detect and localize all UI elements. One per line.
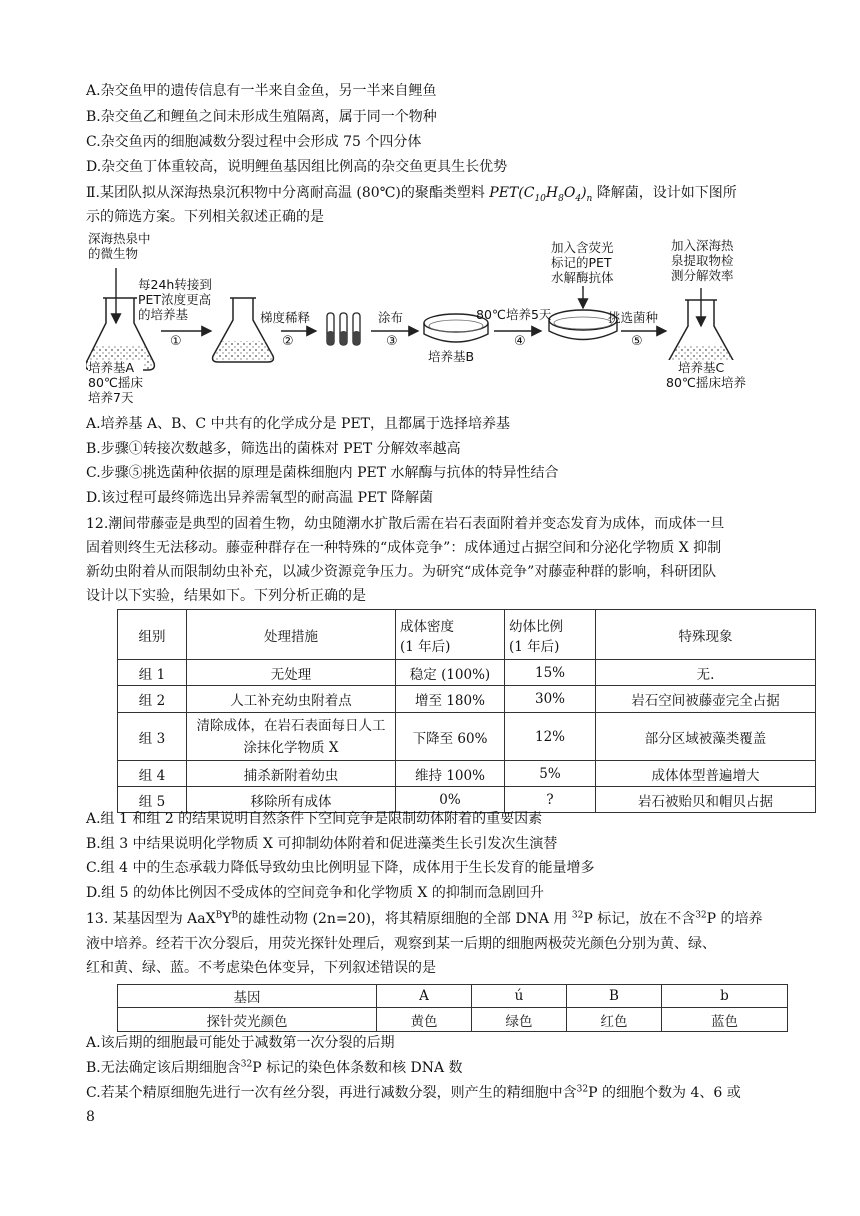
option-text: B.无法确定该后期细胞含: [86, 1060, 241, 1076]
table-cell: 稳定 (100%): [396, 660, 505, 686]
step1-label: [138, 277, 212, 322]
q11-option-d: D.杂交鱼丁体重较高，说明鲤鱼基因组比例高的杂交鱼更具生长优势: [86, 159, 508, 175]
detect-label-line: 测分解效率: [671, 268, 734, 283]
step3-label: 涂布: [378, 310, 404, 325]
flask-c-label: [666, 360, 746, 390]
superscript: B: [231, 910, 239, 921]
option-text: P 标记的染色体条数和核 DNA 数: [252, 1060, 463, 1076]
table-cell: 增至 180%: [396, 686, 505, 713]
table-row: [118, 761, 816, 787]
table-cell: 岩石被贻贝和帽贝占据: [596, 787, 816, 813]
step2-label: 梯度稀释: [260, 310, 311, 325]
table-header-row: [118, 610, 816, 660]
table-cell: b: [662, 985, 788, 1008]
header-text: 成体密度: [400, 618, 454, 635]
q12-stem-line4: 设计以下实验，结果如下。下列分析正确的是: [86, 588, 366, 604]
table-cell: 黄色: [377, 1008, 472, 1032]
table-cell: 绿色: [472, 1008, 567, 1032]
superscript: 32: [695, 910, 707, 921]
pet-formula-text: PET(C: [489, 185, 535, 201]
table-cell: 人工补充幼虫附着点: [187, 686, 396, 713]
stem-text: 的雄性动物 (2n=20)，将其精原细胞的全部 DNA 用: [238, 911, 572, 927]
q11-option-b: B.杂交鱼乙和鲤鱼之间未形成生殖隔离，属于同一个物种: [86, 109, 437, 125]
table-cell: 捕杀新附着幼虫: [187, 761, 396, 787]
step4-label: 80℃培养5天: [476, 307, 552, 322]
header-text: 幼体比例: [509, 618, 563, 635]
table-cell: 15%: [505, 660, 596, 686]
stem-text: P 的培养: [706, 911, 763, 927]
stem-text: 13. 某基因型为 AaX: [86, 911, 216, 927]
q12-stem-line2: 固着则终生无法移动。藤壶种群存在一种特殊的“成体竞争”：成体通过占据空间和分泌化学物质 X 抑制: [86, 540, 722, 556]
table-row: [118, 686, 816, 713]
test-tubes: [327, 313, 360, 345]
stem-text: Y: [222, 911, 232, 927]
q11p2-option-c: C.步骤⑤挑选菌种依据的原理是菌株细胞内 PET 水解酶与抗体的特异性结合: [86, 465, 559, 481]
step1-label-line: PET浓度更高: [138, 292, 212, 307]
table-cell: 无处理: [187, 660, 396, 686]
table-row: [118, 713, 816, 761]
step2-number: ②: [282, 334, 294, 349]
stem-text: 降解菌，设计如下图所: [596, 185, 737, 201]
table-row: [118, 787, 816, 813]
header-text: (1 年后): [509, 638, 560, 655]
step1-label-line: 的培养基: [138, 307, 189, 322]
detect-label: [671, 238, 734, 283]
table-row: [118, 985, 788, 1008]
header-cell: [505, 610, 596, 660]
q12-option-b: B.组 3 中结果说明化学物质 X 可抑制幼体附着和促进藻类生长引发次生演替: [86, 836, 558, 852]
table-cell: 0%: [396, 787, 505, 813]
option-text: C.若某个精原细胞先进行一次有丝分裂，再进行减数分裂，则产生的精细胞中含: [86, 1085, 577, 1101]
superscript: 32: [576, 1084, 589, 1095]
q13-option-b: [86, 1059, 463, 1077]
table-cell: 无.: [596, 660, 816, 686]
table-cell: ?: [505, 787, 596, 813]
table-cell: 组 1: [118, 660, 187, 686]
header-cell: 特殊现象: [596, 610, 816, 660]
table-cell: 维持 100%: [396, 761, 505, 787]
q13-stem-line3: 红和黄、绿、蓝。不考虑染色体变异，下列叙述错误的是: [86, 960, 436, 976]
q11-part2-stem-line2: 示的筛选方案。下列相关叙述正确的是: [86, 209, 324, 225]
table-cell: 岩石空间被藤壶完全占据: [596, 686, 816, 713]
detect-label-line: 泉提取物检: [671, 253, 734, 268]
step3-number: ③: [386, 334, 398, 349]
flask-a-label-line: 培养7天: [88, 390, 134, 405]
antibody-label-line: 水解酶抗体: [551, 270, 614, 285]
table-cell: 5%: [505, 761, 596, 787]
table-cell: 组 5: [118, 787, 187, 813]
q11p2-option-a: A.培养基 A、B、C 中共有的化学成分是 PET，且都属于选择培养基: [86, 416, 510, 432]
header-cell: 处理措施: [187, 610, 396, 660]
table-cell: 成体体型普遍增大: [596, 761, 816, 787]
stem-text: Ⅱ.某团队拟从深海热泉沉积物中分离耐高温 (80℃)的聚酯类塑料: [86, 185, 485, 201]
step5-number: ⑤: [631, 334, 643, 349]
q12-stem-line3: 新幼虫附着从而限制幼虫补充，以减少资源竞争压力。为研究“成体竞争”对藤壶种群的影响，科研团队: [86, 564, 717, 580]
superscript: B: [215, 910, 223, 921]
table-cell: 移除所有成体: [187, 787, 396, 813]
q11-option-a: A.杂交鱼甲的遗传信息有一半来自金鱼，另一半来自鲤鱼: [86, 83, 437, 99]
table-row: [118, 1008, 788, 1032]
table-cell: 组 2: [118, 686, 187, 713]
step5-label: 挑选菌种: [608, 310, 659, 325]
table-cell: 探针荧光颜色: [118, 1008, 377, 1032]
source-label-line: 深海热泉中: [88, 231, 151, 246]
q12-option-c: C.组 4 中的生态承载力降低导致幼虫比例明显下降，成体用于生长发育的能量增多: [86, 860, 595, 876]
antibody-label-line: 标记的PET: [551, 255, 612, 270]
header-cell: 组别: [118, 610, 187, 660]
flask-transfer: [213, 298, 274, 362]
step1-number: ①: [170, 334, 182, 349]
q12-option-d: D.组 5 的幼体比例因不受成体的空间竞争和化学物质 X 的抑制而急剧回升: [86, 885, 544, 901]
flask-a-label-line: 80℃摇床: [88, 375, 143, 390]
table-cell: 下降至 60%: [396, 713, 505, 761]
q11p2-option-b: B.步骤①转接次数越多，筛选出的菌株对 PET 分解效率越高: [86, 441, 461, 457]
option-text: P 的细胞个数为 4、6 或: [588, 1085, 741, 1101]
q13-probe-table: [117, 984, 788, 1032]
detect-label-line: 加入深海热: [671, 238, 734, 253]
plate-b-label: 培养基B: [428, 349, 475, 364]
table-cell: B: [567, 985, 662, 1008]
table-cell: 部分区域被藻类覆盖: [596, 713, 816, 761]
stem-text: P 标记，放在不含: [583, 911, 696, 927]
antibody-label: [551, 240, 614, 285]
q13-option-a: A.该后期的细胞最可能处于减数第一次分裂的后期: [86, 1035, 395, 1051]
table-cell: 蓝色: [662, 1008, 788, 1032]
table-cell: 30%: [505, 686, 596, 713]
q11p2-option-d: D.该过程可最终筛选出异养需氧型的耐高温 PET 降解菌: [86, 490, 434, 506]
plate-antibody: [549, 310, 617, 340]
table-cell: 清除成体，在岩石表面每日人工涂抹化学物质 X: [187, 713, 396, 761]
table-cell: 红色: [567, 1008, 662, 1032]
step4-number: ④: [514, 334, 526, 349]
table-cell: 组 4: [118, 761, 187, 787]
source-label: [88, 231, 151, 261]
flask-c-label-line: 培养基C: [678, 360, 725, 375]
q12-stem-line1: 12.潮间带藤壶是典型的固着生物，幼虫随潮水扩散后需在岩石表面附着并变态发育为成体，而成体一旦: [86, 516, 725, 532]
table-cell: 组 3: [118, 713, 187, 761]
q11-option-c: C.杂交鱼丙的细胞减数分裂过程中会形成 75 个四分体: [86, 134, 422, 150]
table-cell: A: [377, 985, 472, 1008]
q13-stem-line1: [86, 910, 763, 928]
flask-a-label: [88, 360, 143, 405]
table-cell: ú: [472, 985, 567, 1008]
step1-label-line: 每24h转接到: [138, 277, 212, 292]
table-row: [118, 660, 816, 686]
q13-option-c: [86, 1084, 741, 1102]
q13-option-c-continued: 8: [86, 1109, 95, 1125]
source-label-line: 的微生物: [88, 246, 139, 261]
screening-flow-diagram: [86, 228, 746, 408]
pet-formula: $PET(C_{10}H_8O_4)_n$: [489, 185, 593, 204]
superscript: 32: [571, 910, 584, 921]
q12-option-a: A.组 1 和组 2 的结果说明自然条件下空间竞争是限制幼体附着的重要因素: [86, 811, 543, 827]
q11-part2-stem-line1: [86, 184, 737, 202]
flask-a-label-line: 培养基A: [88, 360, 135, 375]
table-cell: 12%: [505, 713, 596, 761]
antibody-label-line: 加入含荧光: [551, 240, 614, 255]
superscript: 32: [240, 1059, 253, 1070]
q12-results-table: [117, 609, 816, 813]
table-cell: 基因: [118, 985, 377, 1008]
header-cell: [396, 610, 505, 660]
flask-c-label-line: 80℃摇床培养: [666, 375, 746, 390]
header-text: (1 年后): [400, 638, 451, 655]
q13-stem-line2: 液中培养。经若干次分裂后，用荧光探针处理后，观察到某一后期的细胞两极荧光颜色分别为黄、绿、: [86, 936, 716, 952]
